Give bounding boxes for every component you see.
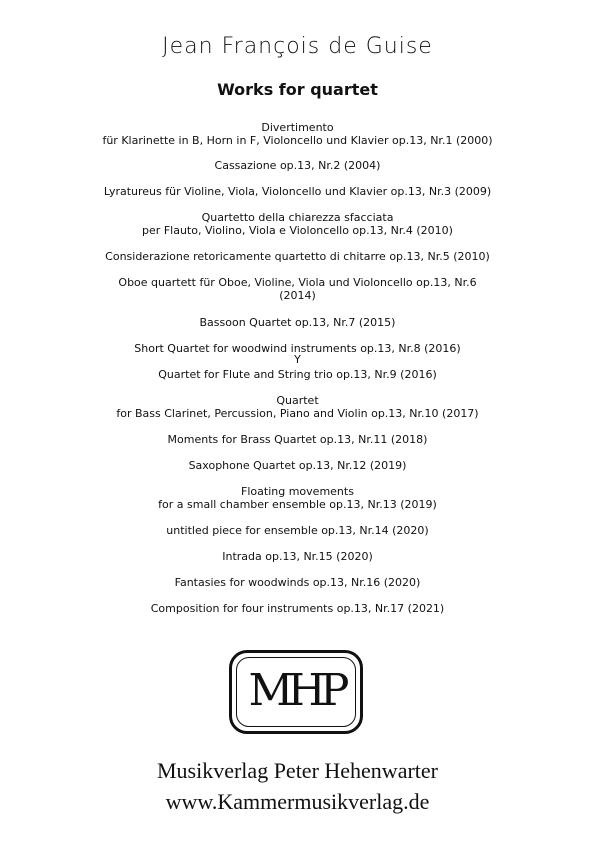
- work-item-11: [0, 433, 595, 446]
- work-item-line: for a small chamber ensemble op.13, Nr.13 (2019): [158, 498, 437, 511]
- work-item-line: Moments for Brass Quartet op.13, Nr.11 (2018): [167, 433, 428, 446]
- work-item-17: [0, 602, 595, 615]
- work-item-line: Cassazione op.13, Nr.2 (2004): [214, 159, 381, 172]
- work-item-16: [0, 576, 595, 589]
- composer-name: Jean François de Guise: [162, 34, 433, 59]
- publisher-logo: [229, 650, 363, 734]
- work-item-line: Floating movements: [241, 485, 354, 498]
- work-item-line: Intrada op.13, Nr.15 (2020): [222, 550, 373, 563]
- publisher-name: Musikverlag Peter Hehenwarter: [156, 758, 438, 783]
- work-item-1: [0, 121, 595, 147]
- work-item-15: [0, 550, 595, 563]
- work-item-14: [0, 524, 595, 537]
- work-item-line: Quartetto della chiarezza sfacciata: [201, 211, 394, 224]
- work-item-8: [0, 342, 595, 365]
- work-item-13: [0, 485, 595, 511]
- publisher-website: www.Kammermusikverlag.de: [165, 789, 430, 814]
- work-item-line: Quartet: [276, 394, 319, 407]
- work-item-6: [0, 276, 595, 302]
- work-item-7: [0, 316, 595, 329]
- work-item-line: für Klarinette in B, Horn in F, Violoncello und Klavier op.13, Nr.1 (2000): [102, 134, 493, 147]
- work-item-line: Lyratureus für Violine, Viola, Violoncello und Klavier op.13, Nr.3 (2009): [103, 185, 492, 198]
- work-item-line: Considerazione retoricamente quartetto di chitarre op.13, Nr.5 (2010): [105, 250, 490, 263]
- work-item-line: Fantasies for woodwinds op.13, Nr.16 (2020): [174, 576, 421, 589]
- work-item-4: [0, 211, 595, 237]
- work-item-12: [0, 459, 595, 472]
- work-item-line: Oboe quartett für Oboe, Violine, Viola und Violoncello op.13, Nr.6: [118, 276, 477, 289]
- work-item-line: per Flauto, Violino, Viola e Violoncello op.13, Nr.4 (2010): [142, 224, 453, 237]
- work-item-line: Y: [294, 353, 301, 366]
- work-item-9: [0, 368, 595, 381]
- work-item-10: [0, 394, 595, 420]
- work-item-line: Quartet for Flute and String trio op.13, Nr.9 (2016): [158, 368, 437, 381]
- work-item-line: (2014): [279, 289, 316, 302]
- work-item-3: [0, 185, 595, 198]
- work-item-line: Bassoon Quartet op.13, Nr.7 (2015): [199, 316, 396, 329]
- work-item-line: Composition for four instruments op.13, Nr.17 (2021): [150, 602, 445, 615]
- logo-monogram: MHP: [248, 665, 344, 716]
- work-item-5: [0, 250, 595, 263]
- work-item-line: Divertimento: [261, 121, 334, 134]
- work-item-line: untitled piece for ensemble op.13, Nr.14 (2020): [166, 524, 429, 537]
- work-item-line: Short Quartet for woodwind instruments op.13, Nr.8 (2016): [134, 342, 461, 355]
- collection-title: Works for quartet: [217, 80, 378, 99]
- work-item-line: for Bass Clarinet, Percussion, Piano and Violin op.13, Nr.10 (2017): [116, 407, 479, 420]
- work-item-line: Saxophone Quartet op.13, Nr.12 (2019): [188, 459, 407, 472]
- work-item-2: [0, 159, 595, 172]
